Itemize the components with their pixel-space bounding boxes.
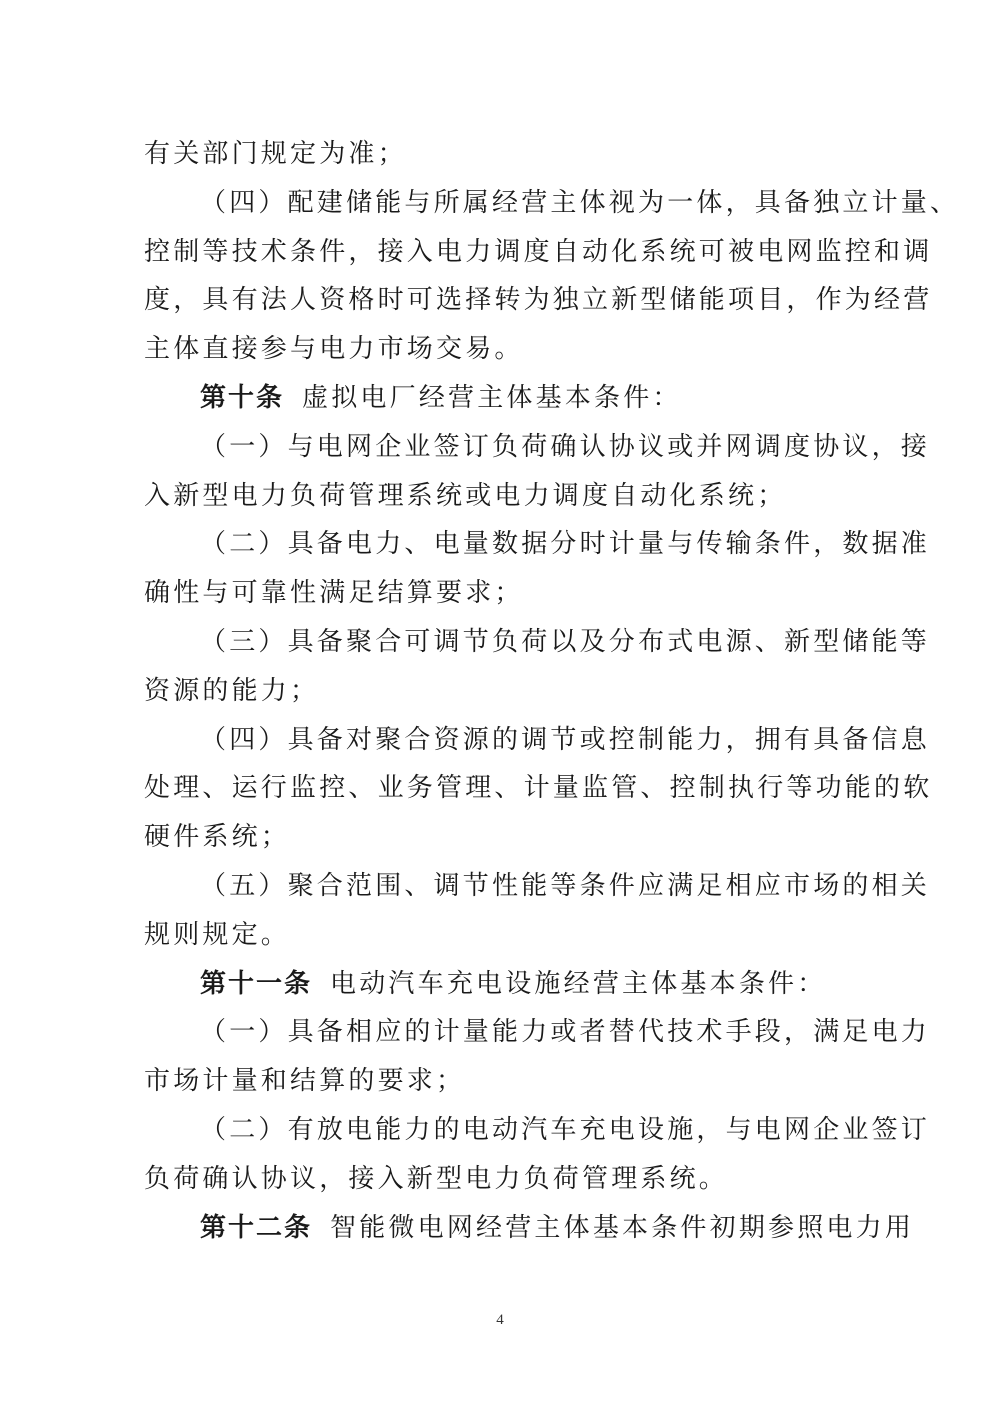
article-number: 第十二条 [200,1212,313,1243]
text-line [144,228,933,277]
line-text: 虚拟电厂经营主体基本条件： [302,382,682,413]
page-number: 4 [496,1312,504,1328]
text-line [144,179,960,228]
line-text: （四）具备对聚合资源的调节或控制能力，拥有具备信息 [200,724,931,755]
text-line [144,1008,931,1057]
line-text: 智能微电网经营主体基本条件初期参照电力用 [330,1212,915,1243]
line-text: 资源的能力； [144,675,320,706]
text-line [144,862,931,911]
text-line [144,716,931,765]
text-line [144,764,933,813]
line-text: （一）具备相应的计量能力或者替代技术手段，满足电力 [200,1017,931,1048]
text-line [144,1204,915,1253]
article-number: 第十条 [200,382,285,413]
line-text: 处理、运行监控、业务管理、计量监管、控制执行等功能的软 [144,773,933,804]
text-line [144,325,856,374]
text-line [144,130,856,179]
line-text: 硬件系统； [144,822,291,853]
line-text: 确性与可靠性满足结算要求； [144,578,524,609]
text-line [144,667,856,716]
line-text: 有关部门规定为准； [144,139,407,169]
line-text: 规则规定。 [144,919,291,950]
line-text: （四）配建储能与所属经营主体视为一体，具备独立计量、 [200,187,960,218]
text-line [144,813,856,862]
text-line [144,618,931,667]
line-text: （二）有放电能力的电动汽车充电设施，与电网企业签订 [200,1114,931,1145]
text-line [144,276,933,325]
line-text: （二）具备电力、电量数据分时计量与传输条件，数据准 [200,529,931,560]
text-line [144,423,931,472]
text-line [144,1106,931,1155]
text-line [144,374,856,423]
text-line [144,911,856,960]
line-text: 负荷确认协议，接入新型电力负荷管理系统。 [144,1163,729,1194]
line-text: 电动汽车充电设施经营主体基本条件： [330,968,827,999]
text-line [144,960,856,1009]
line-text: 入新型电力负荷管理系统或电力调度自动化系统； [144,480,787,511]
text-line [144,1155,856,1204]
line-text: （一）与电网企业签订负荷确认协议或并网调度协议，接 [200,431,931,462]
line-text: 市场计量和结算的要求； [144,1066,466,1097]
body-text [144,130,960,1252]
text-line [144,472,856,521]
line-text: （五）聚合范围、调节性能等条件应满足相应市场的相关 [200,870,931,901]
line-text: 主体直接参与电力市场交易。 [144,334,524,365]
article-number: 第十一条 [200,968,313,999]
line-text: （三）具备聚合可调节负荷以及分布式电源、新型储能等 [200,626,931,657]
text-line [144,1057,856,1106]
line-text: 度，具有法人资格时可选择转为独立新型储能项目，作为经营 [144,285,933,316]
line-text: 控制等技术条件，接入电力调度自动化系统可被电网监控和调 [144,236,933,267]
text-line [144,569,856,618]
text-line [144,520,931,569]
